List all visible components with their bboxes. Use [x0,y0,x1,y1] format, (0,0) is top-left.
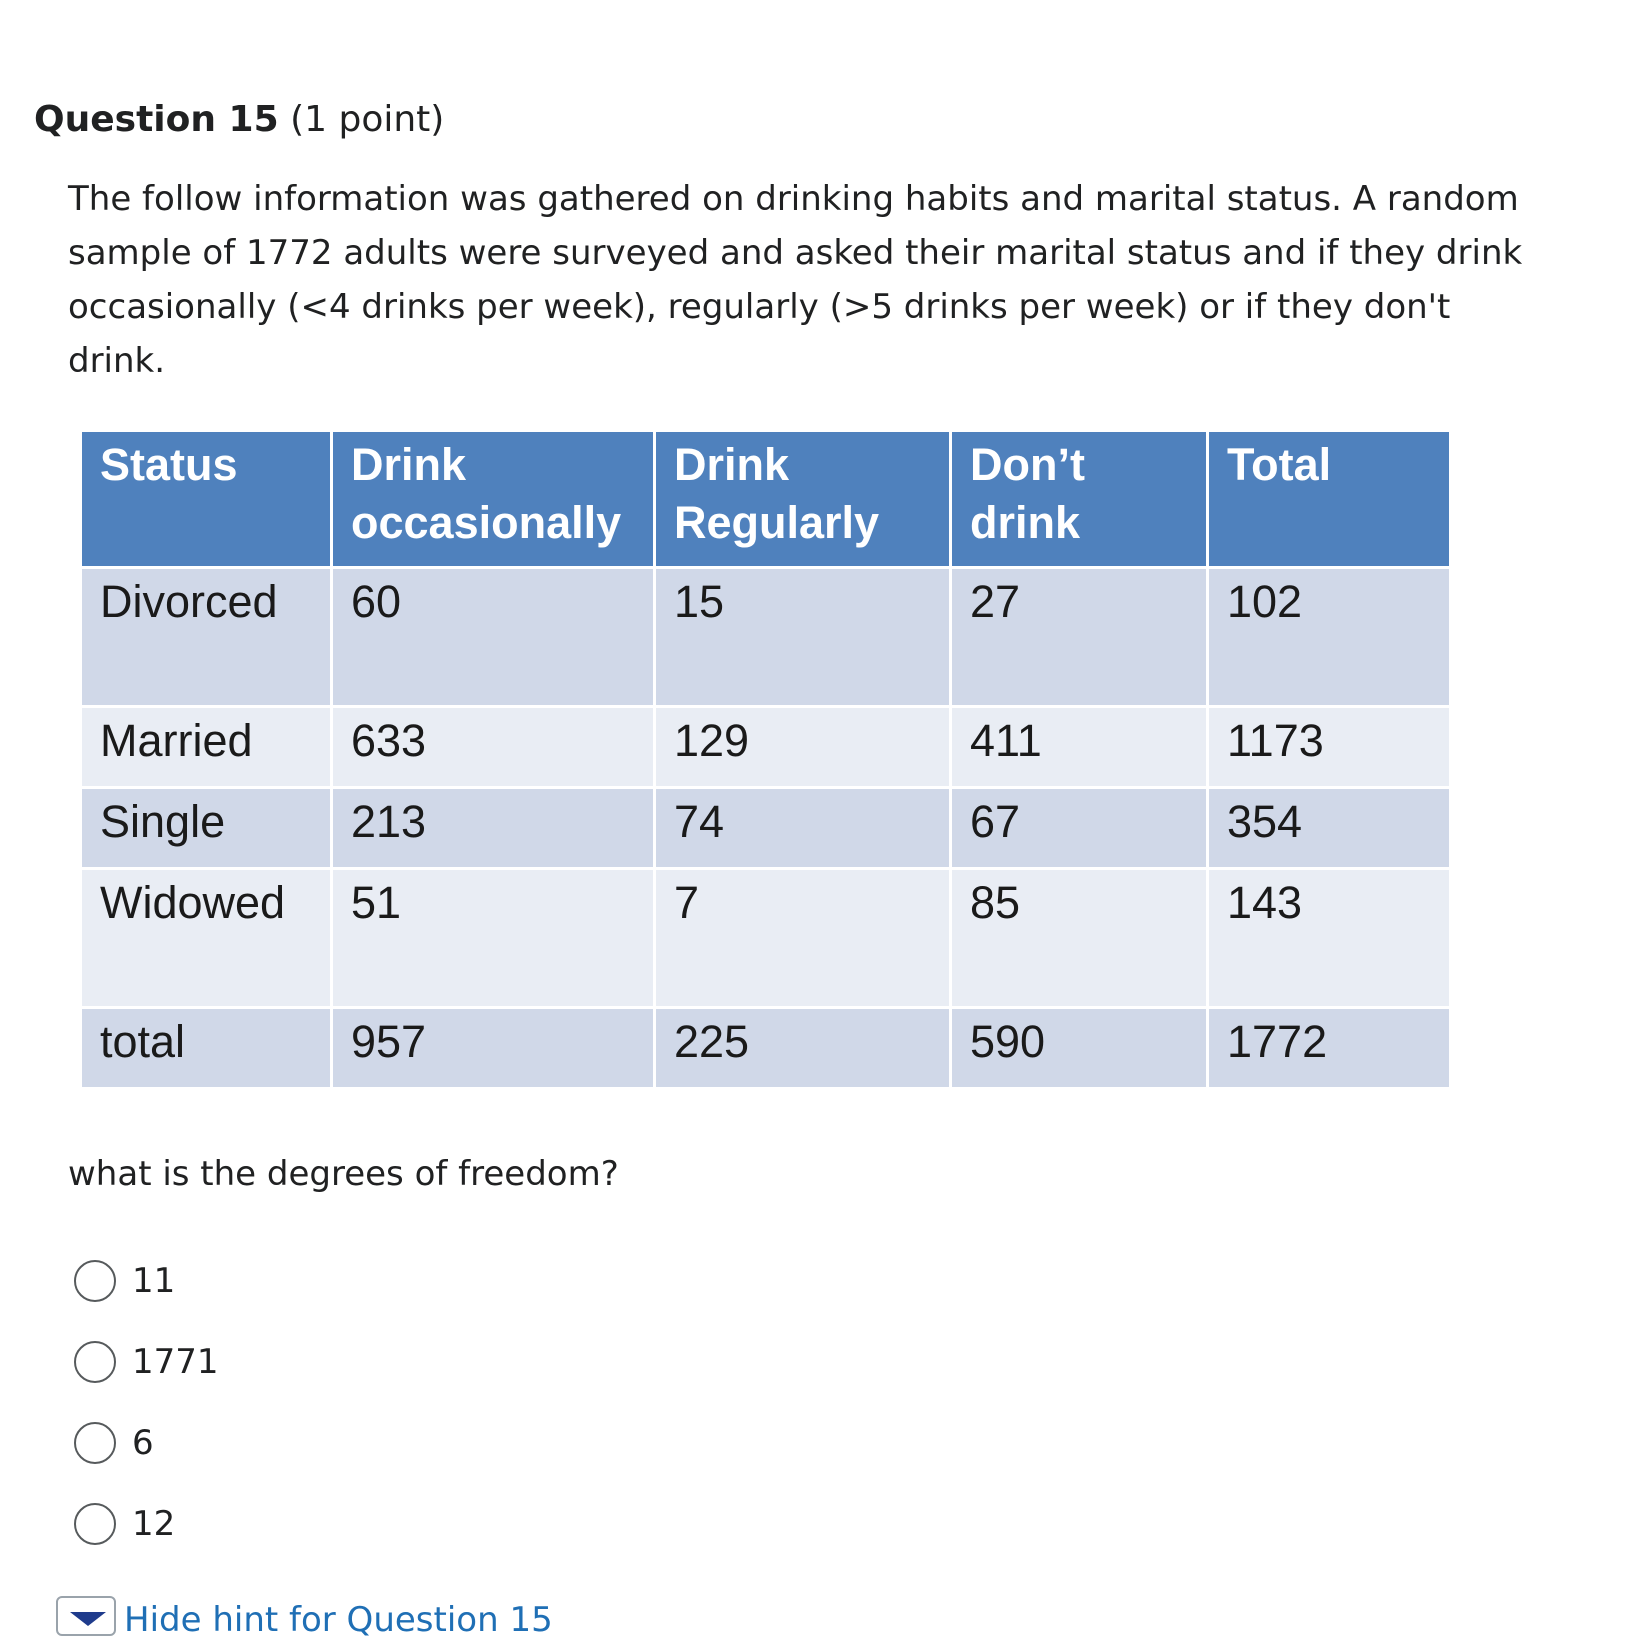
table-cell: 590 [952,1009,1206,1087]
question-header [34,96,444,144]
answer-option[interactable] [74,1335,219,1389]
table-cell: 7 [656,870,949,1006]
table-cell: 85 [952,870,1206,1006]
table-header-cell: Drink Regularly [656,432,949,566]
table-cell: 633 [333,708,653,786]
table-cell: total [82,1009,330,1087]
answer-option-label[interactable]: 11 [132,1261,176,1301]
table-cell: Divorced [82,569,330,705]
answer-option[interactable] [74,1416,219,1470]
table-row [82,1009,1449,1087]
table-cell: 60 [333,569,653,705]
table-header-cell: Status [82,432,330,566]
table-cell: 15 [656,569,949,705]
answer-option[interactable] [74,1254,219,1308]
table-cell: 411 [952,708,1206,786]
table-cell: 27 [952,569,1206,705]
table-cell: Married [82,708,330,786]
table-row [82,569,1449,705]
question-prompt: what is the degrees of freedom? [68,1154,619,1194]
answer-option-label[interactable]: 1771 [132,1342,219,1382]
table-row [82,870,1449,1006]
question-text: The follow information was gathered on drinking habits and marital status. A random sample of 1772 adults were surveyed and asked their marital status and if they drink occasionally (<4 drinks per week), regularly (>5 drinks per week) or if they don't drink. [68,179,1523,381]
answer-option[interactable] [74,1497,219,1551]
radio-button[interactable] [74,1341,116,1383]
hint-toggle-button[interactable] [56,1596,116,1636]
radio-button[interactable] [74,1422,116,1464]
table-cell: 51 [333,870,653,1006]
table-header-cell: Don’t drink [952,432,1206,566]
table-cell: 225 [656,1009,949,1087]
triangle-down-icon [70,1612,106,1626]
table-cell: 67 [952,789,1206,867]
hint-toggle-label[interactable]: Hide hint for Question 15 [124,1600,553,1640]
radio-button[interactable] [74,1503,116,1545]
question-title: Question 15 [34,99,279,140]
contingency-table [79,429,1452,1090]
answer-option-label[interactable]: 6 [132,1423,154,1463]
table-cell: 143 [1209,870,1449,1006]
table-cell: 957 [333,1009,653,1087]
table-cell: 74 [656,789,949,867]
table-cell: 1173 [1209,708,1449,786]
table-header-cell: Total [1209,432,1449,566]
radio-button[interactable] [74,1260,116,1302]
table-cell: 354 [1209,789,1449,867]
table-cell: Widowed [82,870,330,1006]
table-row [82,789,1449,867]
question-points: (1 point) [290,99,445,140]
table-cell: 1772 [1209,1009,1449,1087]
hint-toggle[interactable] [56,1596,553,1640]
table-header-row [82,432,1449,566]
table-cell: 213 [333,789,653,867]
table-cell: 129 [656,708,949,786]
table-header-cell: Drink occasionally [333,432,653,566]
table-row [82,708,1449,786]
table-cell: Single [82,789,330,867]
answer-option-label[interactable]: 12 [132,1504,176,1544]
answer-options [74,1254,219,1578]
table-cell: 102 [1209,569,1449,705]
